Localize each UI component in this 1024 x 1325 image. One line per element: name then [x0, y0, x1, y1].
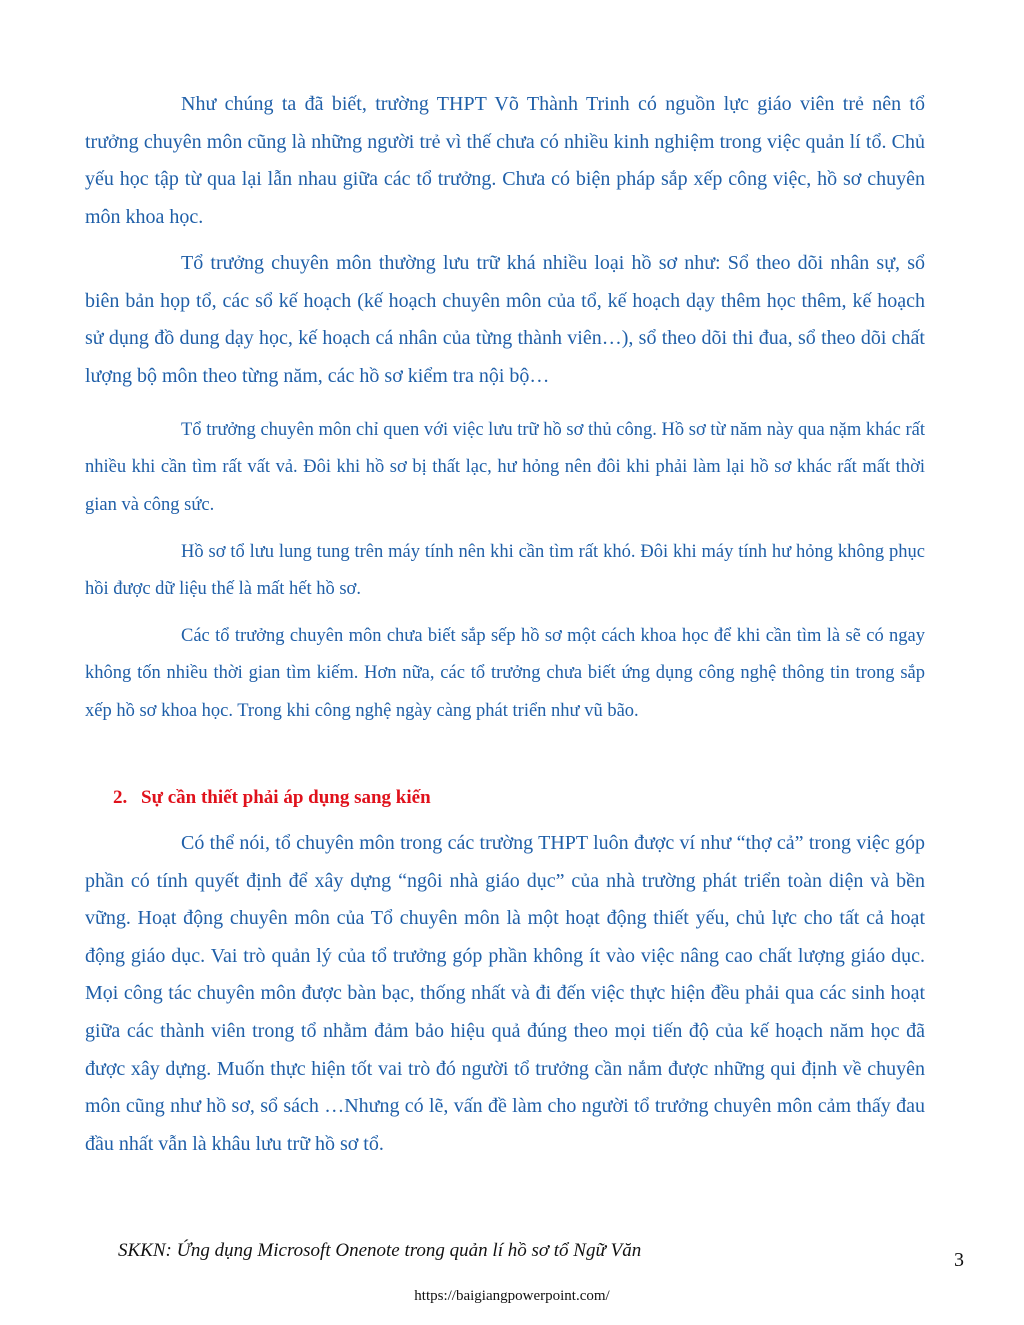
paragraph-4: Hồ sơ tổ lưu lung tung trên máy tính nên khi cần tìm rất khó. Đôi khi máy tính hư hỏng không phục hồi được dữ liệu thế là mất hết hồ sơ. — [85, 542, 925, 600]
section-number: 2. — [113, 787, 128, 808]
source-url[interactable]: https://baigiangpowerpoint.com/ — [414, 1288, 610, 1304]
paragraph-5: Các tổ trưởng chuyên môn chưa biết sắp sếp hồ sơ một cách khoa học để khi cần tìm là sẽ có ngay không tốn nhiều thời gian tìm kiếm. Hơn nữa, các tổ trưởng chưa biết ứng dụng công nghệ thông tin trong sắp xếp hồ sơ khoa học. Trong khi công nghệ ngày càng phát triển như vũ bão. — [85, 626, 925, 721]
paragraph-2: Tổ trưởng chuyên môn thường lưu trữ khá nhiều loại hồ sơ như: Sổ theo dõi nhân sự, sổ biên bản họp tổ, các sổ kế hoạch (kế hoạch chuyên môn của tổ, kế hoạch dạy thêm học thêm, kế hoạch sử dụng đồ dung dạy học, kế hoạch cá nhân của từng thành viên…), sổ theo dõi thi đua, sổ theo dõi chất lượng bộ môn theo từng năm, các hồ sơ kiểm tra nội bộ… — [85, 252, 925, 387]
section-heading — [113, 784, 431, 812]
section-title: Sự cần thiết phải áp dụng sang kiến — [141, 787, 431, 808]
footer-title: SKKN: Ứng dụng Microsoft Onenote trong quản lí hồ sơ tổ Ngữ Văn — [118, 1240, 642, 1261]
page-number: 3 — [954, 1249, 964, 1271]
paragraph-3: Tổ trưởng chuyên môn chỉ quen với việc lưu trữ hồ sơ thủ công. Hồ sơ từ năm này qua nặm khác rất nhiều khi cần tìm rất vất vả. Đôi khi hồ sơ bị thất lạc, hư hỏng nên đôi khi phải làm lại hồ sơ khác rất mất thời gian và công sức. — [85, 420, 925, 515]
section-paragraph: Có thể nói, tổ chuyên môn trong các trường THPT luôn được ví như “thợ cả” trong việc góp phần có tính quyết định để xây dựng “ngôi nhà giáo dục” của nhà trường phát triển toàn diện và bền vững. Hoạt động chuyên môn của Tổ chuyên môn là một hoạt động thiết yếu, chủ lực cho tất cả hoạt động giáo dục. Vai trò quản lý của tổ trưởng góp phần không ít vào việc nâng cao chất lượng giáo dục. Mọi công tác chuyên môn được bàn bạc, thống nhất và đi đến việc thực hiện đều phải qua các sinh hoạt giữa các thành viên trong tổ nhằm đảm bảo hiệu quả đúng theo mọi tiến độ của kế hoạch năm học đã được xây dựng. Muốn thực hiện tốt vai trò đó người tổ trưởng cần nắm được những qui định về chuyên môn cũng như hồ sơ, sổ sách …Nhưng có lẽ, vấn đề làm cho người tổ trưởng chuyên môn cảm thấy đau đầu nhất vẫn là khâu lưu trữ hồ sơ tổ. — [85, 832, 925, 1155]
paragraph-1: Như chúng ta đã biết, trường THPT Võ Thành Trinh có nguồn lực giáo viên trẻ nên tổ trưởng chuyên môn cũng là những người trẻ vì thế chưa có nhiều kinh nghiệm trong việc quản lí tổ. Chủ yếu học tập từ qua lại lẫn nhau giữa các tổ trưởng. Chưa có biện pháp sắp xếp công việc, hồ sơ chuyên môn khoa học. — [85, 93, 925, 228]
